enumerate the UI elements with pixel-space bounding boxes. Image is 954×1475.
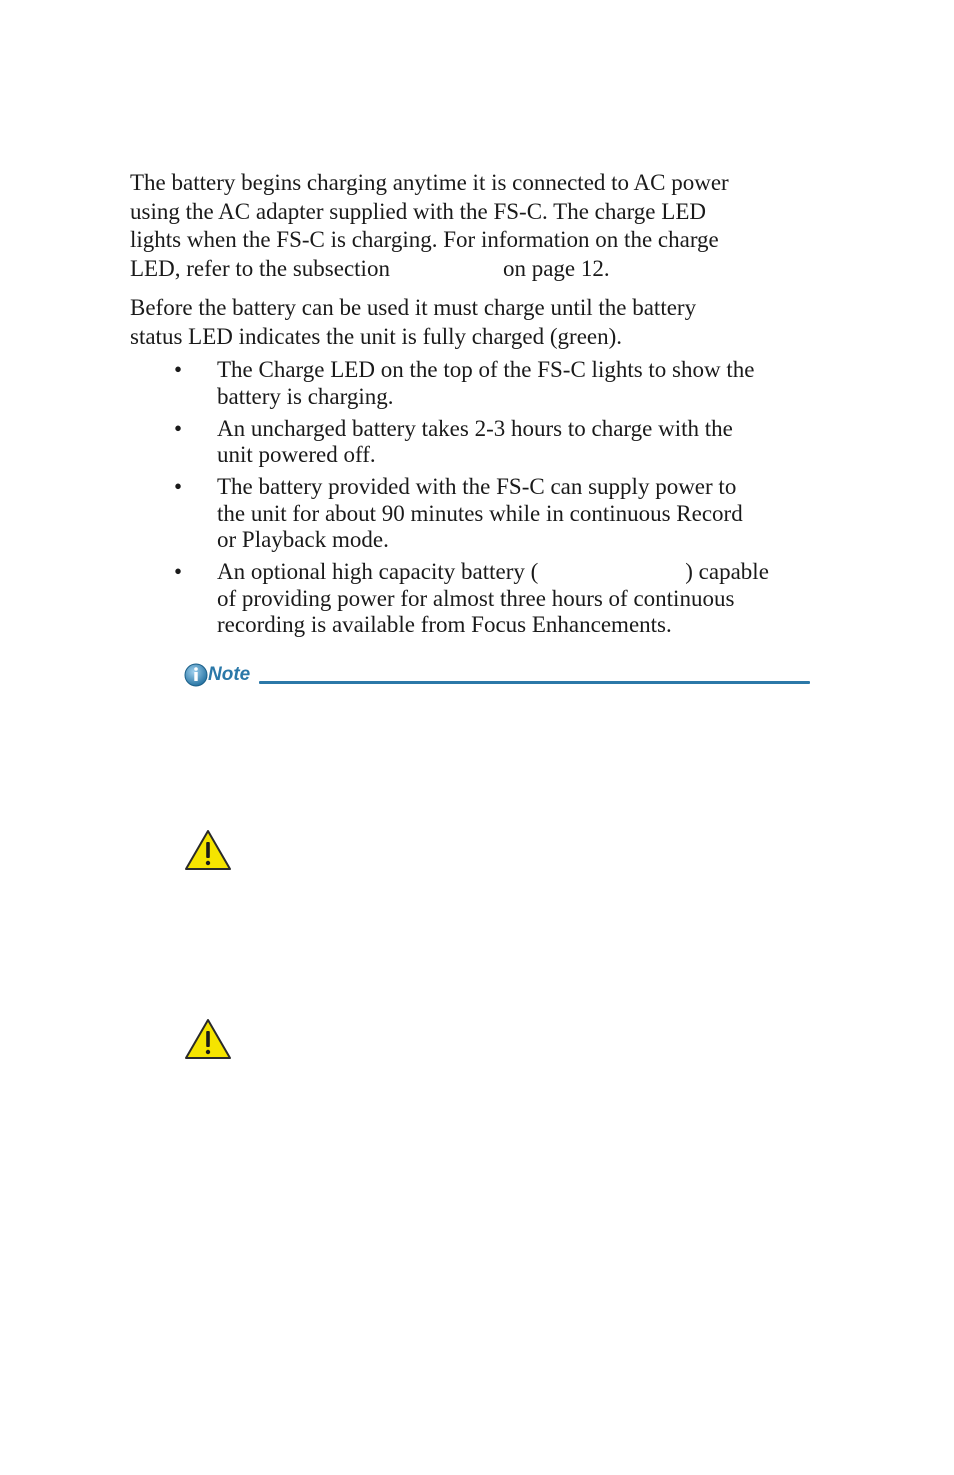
list-item [174, 474, 834, 554]
text-fragment: LED, refer to the subsection [130, 256, 390, 282]
list-item [174, 357, 834, 410]
text-line: The battery provided with the FS-C can supply power to [217, 474, 737, 499]
bullet-icon: • [174, 357, 183, 382]
note-divider [259, 681, 810, 684]
paragraph-before-use [130, 294, 830, 351]
text-line: or Playback mode. [217, 527, 389, 552]
text-line: An uncharged battery takes 2-3 hours to charge with the [217, 415, 733, 441]
text-line [217, 559, 834, 586]
text-fragment: ) capable [685, 559, 769, 584]
note-label: Note [208, 664, 251, 685]
bullet-icon: • [174, 474, 183, 499]
text-line: The Charge LED on the top of the FS-C lights to show the [217, 357, 755, 382]
text-line: the unit for about 90 minutes while in continuous Record [217, 500, 743, 526]
text-line [130, 255, 830, 284]
text-fragment: An optional high capacity battery ( [217, 559, 539, 584]
text-line: unit powered off. [217, 442, 376, 467]
text-line: lights when the FS-C is charging. For information on the charge [130, 227, 719, 253]
text-line: battery is charging. [217, 383, 394, 409]
warning-triangle-icon [183, 1017, 233, 1061]
warning-triangle-icon [183, 828, 233, 872]
text-fragment: on page 12. [502, 256, 610, 282]
info-note-icon [183, 660, 263, 690]
paragraph-charging-intro [130, 169, 830, 284]
text-line: status LED indicates the unit is fully charged (green). [130, 323, 623, 349]
list-item [174, 416, 834, 469]
text-line: Before the battery can be used it must charge until the battery [130, 295, 697, 320]
text-line: using the AC adapter supplied with the FS-C. The charge LED [130, 198, 706, 224]
text-line: of providing power for almost three hours of continuous [217, 585, 735, 611]
bullet-icon: • [174, 415, 183, 441]
bullet-list [174, 357, 834, 644]
note-header [183, 660, 811, 690]
list-item [174, 559, 834, 639]
bullet-icon: • [174, 559, 183, 584]
text-line: The battery begins charging anytime it is connected to AC power [130, 170, 729, 195]
text-line: recording is available from Focus Enhancements. [217, 612, 672, 637]
